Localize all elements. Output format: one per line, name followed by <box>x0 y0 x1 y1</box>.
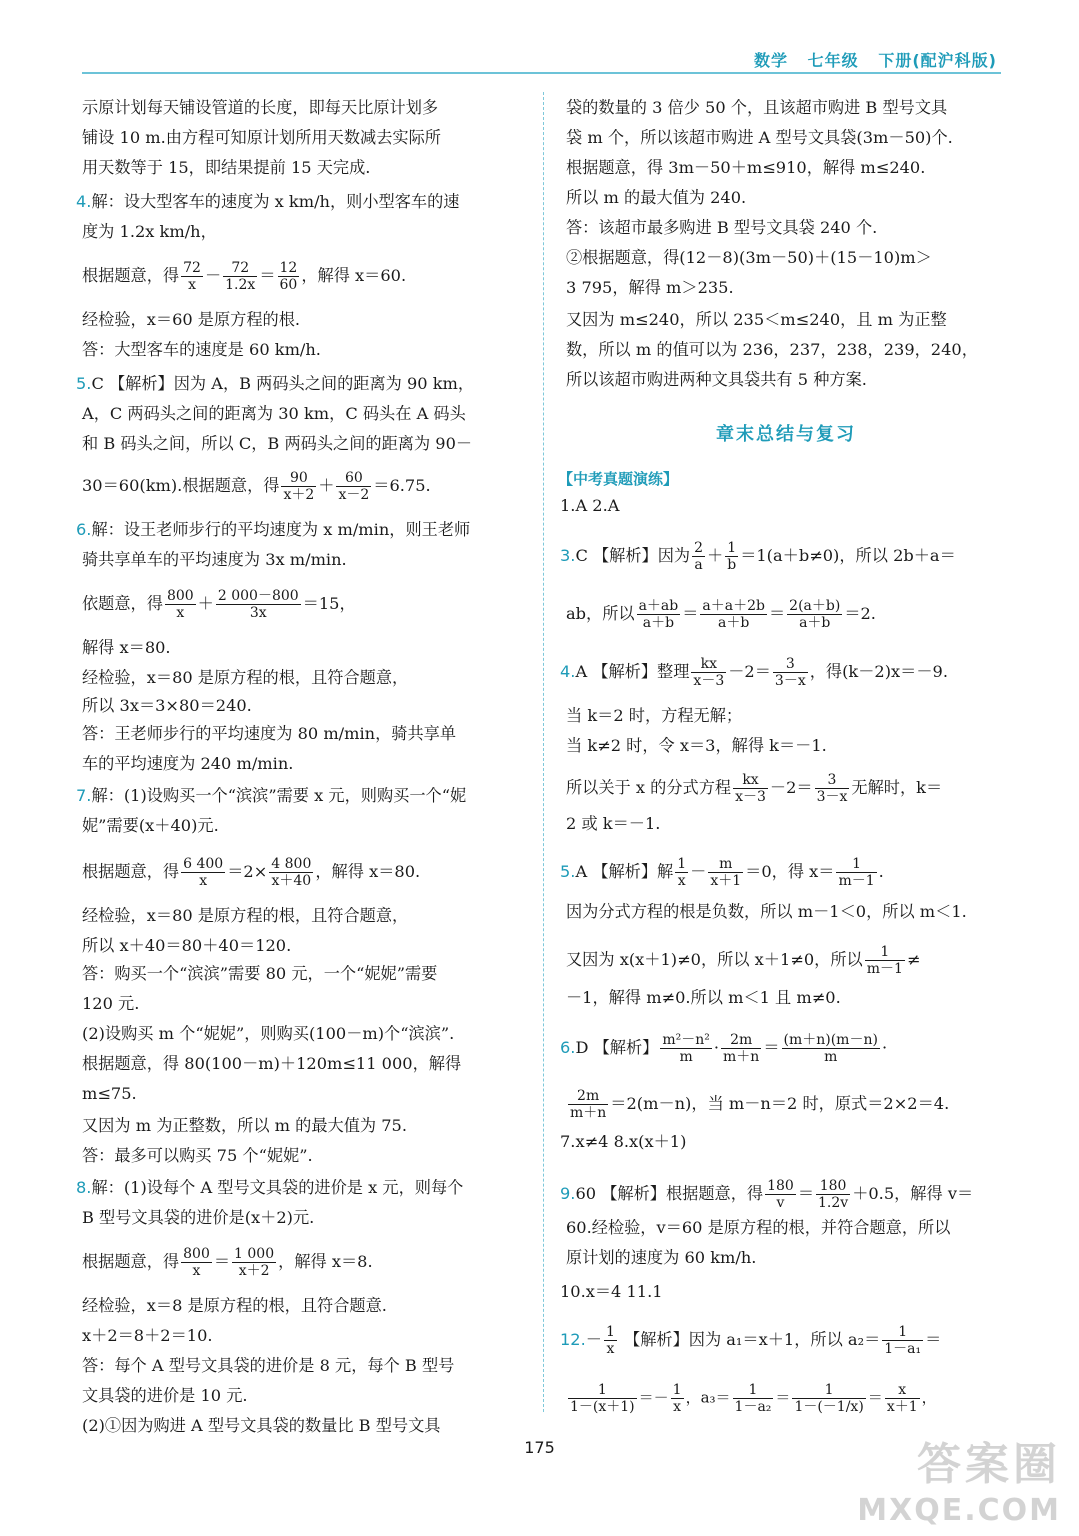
text-line: 所以 x＋40＝80＋40＝120. <box>82 936 292 955</box>
text: － <box>585 1330 602 1349</box>
text-line: ②根据题意，得(12－8)(3m－50)＋(15－10)m＞ <box>566 248 932 267</box>
text-line: m≤75. <box>82 1084 137 1103</box>
text-line: 经检验，x＝80 是原方程的根，且符合题意， <box>82 668 409 687</box>
fraction: $\frac{6 400}{x}$ <box>183 856 224 889</box>
text-line: 根据题意，得 80(100－m)＋120m≤11 000，解得 <box>82 1054 462 1073</box>
answer-10-11: 10.x＝4 11.1 <box>560 1282 663 1301</box>
question-number: 4. <box>560 662 576 681</box>
text-line: 度为 1.2x km/h， <box>82 222 217 241</box>
watermark-top-text: 答案圈 <box>917 1439 1061 1490</box>
answer-5: 5.A 【解析】解 $\frac{1}{x}$ － $\frac{m}{x+1}$ ＝0，得 x＝ $\frac{1}{m-1}$ . <box>560 856 884 889</box>
text: 所以关于 x 的分式方程 <box>566 778 732 797</box>
text-line: 所以 3x＝3×80＝240. <box>82 696 252 715</box>
text: 又因为 x(x＋1)≠0，所以 x＋1≠0，所以 <box>566 950 863 969</box>
text-line: 2 或 k＝－1. <box>566 814 661 833</box>
equation-line <box>82 856 420 889</box>
header-rule <box>82 72 1001 74</box>
text: ＝－ <box>638 1388 669 1407</box>
text-line: 120 元. <box>82 994 140 1013</box>
fraction: $\frac{1 000}{x+2}$ <box>234 1246 275 1279</box>
fraction: $\frac{2m}{m+n}$ <box>723 1032 760 1065</box>
text-line: 铺设 10 m.由方程可知原计划所用天数减去实际所 <box>82 128 441 147</box>
text-line: 当 k＝2 时，方程无解； <box>566 706 743 725</box>
text: ，解得 x＝8. <box>278 1252 373 1271</box>
text-line: 原计划的速度为 60 km/h. <box>566 1248 757 1267</box>
text: · <box>881 1038 888 1057</box>
fraction: $\frac{\text{m²－n²}}{m}$ <box>662 1032 710 1065</box>
text: ，解得 x＝60. <box>301 266 407 285</box>
question-number: 3. <box>560 546 576 565</box>
text-line: 袋 m 个，所以该超市购进 A 型号文具袋(3m－50)个. <box>566 128 953 147</box>
answer-3: 3.C 【解析】因为 $\frac{2}{a}$ ＋ $\frac{1}{b}$ ＝1(a＋b≠0)，所以 2b＋a＝ <box>560 540 956 573</box>
fraction: $\frac{1}{b}$ <box>727 540 737 573</box>
text: ＝ <box>763 1038 780 1057</box>
text: C 【解析】因为 A，B 两码头之间的距离为 90 km， <box>91 374 475 393</box>
text-line: －1，解得 m≠0.所以 m＜1 且 m≠0. <box>566 988 841 1007</box>
text: ， <box>921 1388 937 1407</box>
text: D 【解析】 <box>575 1038 659 1057</box>
text-line: 骑共享单车的平均速度为 3x m/min. <box>82 550 347 569</box>
text-line: 经检验，x＝60 是原方程的根. <box>82 310 301 329</box>
text: 无解时，k＝ <box>851 778 943 797</box>
equation-line <box>566 1088 949 1121</box>
text: ＝15， <box>302 594 356 613</box>
text: A 【解析】解 <box>575 862 674 881</box>
text: ＝1(a＋b≠0)，所以 2b＋a＝ <box>740 546 956 565</box>
answer-4 <box>560 656 948 689</box>
fraction: $\frac{2(a+b)}{a+b}$ <box>789 598 841 631</box>
fraction: $\frac{1}{1-(x+1)}$ <box>570 1382 635 1415</box>
fraction: $\frac{3}{3-x}$ <box>816 772 848 805</box>
text: 解：(1)设每个 A 型号文具袋的进价是 x 元，则每个 <box>91 1178 464 1197</box>
text-line: 因为分式方程的根是负数，所以 m－1＜0，所以 m＜1. <box>566 902 967 921</box>
fraction: $\frac{4 800}{x+40}$ <box>271 856 312 889</box>
text: . <box>878 862 884 881</box>
text-line: 答：该超市最多购进 B 型号文具袋 240 个. <box>566 218 878 237</box>
question-number: 4. <box>76 192 92 211</box>
fraction: $\frac{1}{\text{1－a₁}}$ <box>884 1324 922 1357</box>
text: · <box>713 1038 720 1057</box>
text: 【解析】因为 a₁＝x＋1，所以 a₂＝ <box>624 1330 881 1349</box>
fraction: $\frac{90}{x+2}$ <box>283 470 315 503</box>
fraction: $\frac{kx}{x-3}$ <box>735 772 766 805</box>
question-5 <box>76 374 474 394</box>
text-line: 用天数等于 15，即结果提前 15 天完成. <box>82 158 371 177</box>
fraction: $\frac{1}{x}$ <box>677 856 687 889</box>
equation-line <box>566 944 920 977</box>
question-7 <box>76 786 466 806</box>
text: ，解得 x＝80. <box>315 862 421 881</box>
fraction: $\frac{72}{1.2x}$ <box>225 260 256 293</box>
text-line: 答：购买一个“滨滨”需要 80 元，一个“妮妮”需要 <box>82 964 438 983</box>
fraction: $\frac{1}{m-1}$ <box>866 944 903 977</box>
text-line: 文具袋的进价是 10 元. <box>82 1386 248 1405</box>
text: 根据题意，得 <box>82 1252 180 1271</box>
text-line: 袋的数量的 3 倍少 50 个，且该超市购进 B 型号文具 <box>566 98 948 117</box>
fraction: $\frac{180}{1.2v}$ <box>818 1178 849 1211</box>
text-line: B 型号文具袋的进价是(x＋2)元. <box>82 1208 315 1227</box>
question-4 <box>76 192 459 212</box>
answer-9: 9.60 【解析】根据题意，得 $\frac{180}{v}$ ＝ $\frac{180}{1.2v}$ ＋0.5，解得 v＝ <box>560 1178 974 1211</box>
fraction: $\frac{2 000-800}{3x}$ <box>217 588 299 621</box>
text-line: 妮”需要(x＋40)元. <box>82 816 219 835</box>
text-line: 所以该超市购进两种文具袋共有 5 种方案. <box>566 370 867 389</box>
equation-line: 根据题意，得 $\frac{72}{x}$ － $\frac{72}{1.2x}$ ＝ $\frac{12}{60}$ ，解得 x＝60. <box>82 260 407 293</box>
text-line: 3 795，解得 m＞235. <box>566 278 734 297</box>
text: ＝6.75. <box>373 476 431 495</box>
equation-line: 30＝60(km).根据题意，得 $\frac{90}{x+2}$ ＋ $\frac{60}{x-2}$ ＝6.75. <box>82 470 431 503</box>
question-number: 7. <box>76 786 92 805</box>
watermark-logo <box>857 1428 1061 1528</box>
text-line: (2)设购买 m 个“妮妮”，则购买(100－m)个“滨滨”. <box>82 1024 455 1043</box>
fraction: $\frac{a+a+2b}{a+b}$ <box>702 598 765 631</box>
text-line: 又因为 m 为正整数，所以 m 的最大值为 75. <box>82 1116 407 1135</box>
header-title: 数学 七年级 下册(配沪科版) <box>753 51 997 70</box>
column-divider <box>543 92 544 1412</box>
text-line: 答：大型客车的速度是 60 km/h. <box>82 340 321 359</box>
answer-12 <box>560 1324 941 1357</box>
fraction: $\frac{1}{\text{1－a₂}}$ <box>734 1382 772 1415</box>
text-line: 答：每个 A 型号文具袋的进价是 8 元，每个 B 型号 <box>82 1356 455 1375</box>
text: －2＝ <box>769 778 813 797</box>
text-line: 经检验，x＝80 是原方程的根，且符合题意， <box>82 906 409 925</box>
text: ，a₃＝ <box>685 1388 731 1407</box>
answer-7-8: 7.x≠4 8.x(x＋1) <box>560 1132 687 1151</box>
answer-1-2: 1.A 2.A <box>560 496 620 515</box>
fraction: $\frac{12}{60}$ <box>279 260 298 293</box>
equation-line <box>566 772 942 805</box>
text-line: x＋2＝8＋2＝10. <box>82 1326 213 1345</box>
fraction: $\frac{kx}{x-3}$ <box>693 656 725 689</box>
text: C 【解析】因为 <box>575 546 691 565</box>
watermark-bottom-text: MXQE.COM <box>857 1493 1061 1528</box>
question-number: 8. <box>76 1178 92 1197</box>
text-line: 经检验，x＝8 是原方程的根，且符合题意. <box>82 1296 387 1315</box>
equation-line: 根据题意，得 $\frac{800}{x}$ ＝ $\frac{1 000}{x+2}$ ，解得 x＝8. <box>82 1246 373 1279</box>
text: ＝2. <box>844 604 876 623</box>
text-line: 根据题意，得 3m－50＋m≤910，解得 m≤240. <box>566 158 926 177</box>
equation-line: ab，所以 $\frac{a+ab}{a+b}$ ＝ $\frac{a+a+2b}{a+b}$ ＝ $\frac{2(a+b)}{a+b}$ ＝2. <box>566 598 876 631</box>
text: ＝ <box>775 1388 791 1407</box>
fraction: $\frac{1}{m-1}$ <box>838 856 875 889</box>
fraction: $\frac{180}{v}$ <box>767 1178 794 1211</box>
text: A 【解析】整理 <box>575 662 690 681</box>
question-number: 9. <box>560 1184 576 1203</box>
text-line: 解得 x＝80. <box>82 638 171 657</box>
fraction: $\frac{3}{3-x}$ <box>774 656 806 689</box>
text-line: 车的平均速度为 240 m/min. <box>82 754 294 773</box>
fraction: $\frac{1}{1-(-1/x)}$ <box>794 1382 864 1415</box>
text: ≠ <box>906 950 921 969</box>
question-8 <box>76 1178 463 1198</box>
text: ＝ <box>867 1388 883 1407</box>
text-line: 答：王老师步行的平均速度为 80 m/min，骑共享单 <box>82 724 457 743</box>
text: ＝2(m－n)，当 m－n＝2 时，原式＝2×2＝4. <box>610 1094 950 1113</box>
text: ab，所以 <box>566 604 635 623</box>
fraction: $\frac{2}{a}$ <box>694 540 704 573</box>
text-line: 答：最多可以购买 75 个“妮妮”. <box>82 1146 313 1165</box>
question-number: 5. <box>560 862 576 881</box>
fraction: $\frac{(m+n)(m-n)}{m}$ <box>783 1032 878 1065</box>
text: 依题意，得 <box>82 594 163 613</box>
question-number: 12. <box>560 1330 586 1349</box>
text-line: 60.经检验，v＝60 是原方程的根，并符合题意，所以 <box>566 1218 951 1237</box>
text-line: 所以 m 的最大值为 240. <box>566 188 747 207</box>
page-header <box>0 44 1079 74</box>
text: －2＝ <box>728 662 771 681</box>
text-line: 数，所以 m 的值可以为 236，237，238，239，240， <box>566 340 978 359</box>
text-line: 和 B 码头之间，所以 C，B 两码头之间的距离为 90－ <box>82 434 473 453</box>
text-line: A，C 两码头之间的距离为 30 km，C 码头在 A 码头 <box>82 404 466 423</box>
text: ＋0.5，解得 v＝ <box>852 1184 974 1203</box>
answer-6 <box>560 1032 887 1065</box>
section-title: 章末总结与复习 <box>716 424 856 445</box>
equation-line: 依题意，得 $\frac{800}{x}$ ＋ $\frac{2 000-800}{3x}$ ＝15， <box>82 588 356 621</box>
text-line: 当 k≠2 时，令 x＝3，解得 k＝－1. <box>566 736 827 755</box>
text: 解：设王老师步行的平均速度为 x m/min，则王老师 <box>91 520 471 539</box>
text: 解：(1)设购买一个“滨滨”需要 x 元，则购买一个“妮 <box>91 786 467 805</box>
question-6 <box>76 520 470 540</box>
fraction: $\frac{800}{x}$ <box>166 588 194 621</box>
fraction: $\frac{1}{x}$ <box>605 1324 615 1357</box>
equation-line <box>566 1382 937 1415</box>
question-number: 5. <box>76 374 92 393</box>
text: ＝2× <box>227 862 268 881</box>
fraction: $\frac{1}{x}$ <box>672 1382 682 1415</box>
text: 30＝60(km).根据题意，得 <box>82 476 280 495</box>
text: 60 【解析】根据题意，得 <box>575 1184 764 1203</box>
text: ＝0，得 x＝ <box>745 862 835 881</box>
text-line: (2)①因为购进 A 型号文具袋的数量比 B 型号文具 <box>82 1416 441 1435</box>
text-line: 又因为 m≤240，所以 235＜m≤240，且 m 为正整 <box>566 310 947 329</box>
fraction: $\frac{m}{x+1}$ <box>710 856 742 889</box>
fraction: $\frac{a+ab}{a+b}$ <box>638 598 679 631</box>
text: 解：设大型客车的速度为 x km/h，则小型客车的速 <box>91 192 460 211</box>
fraction: $\frac{800}{x}$ <box>183 1246 210 1279</box>
text: 根据题意，得 <box>82 862 180 881</box>
page-number: 175 <box>524 1438 555 1457</box>
question-number: 6. <box>76 520 92 539</box>
subsection-title: 【中考真题演练】 <box>558 470 679 488</box>
fraction: $\frac{x}{x+1}$ <box>886 1382 918 1415</box>
text: ＝ <box>925 1330 942 1349</box>
text: 根据题意，得 <box>82 266 180 285</box>
fraction: $\frac{2m}{m+n}$ <box>570 1088 607 1121</box>
question-number: 6. <box>560 1038 576 1057</box>
fraction: $\frac{60}{x-2}$ <box>338 470 370 503</box>
text-line: 示原计划每天铺设管道的长度，即每天比原计划多 <box>82 98 439 117</box>
fraction: $\frac{72}{x}$ <box>183 260 201 293</box>
text: ，得(k－2)x＝－9. <box>809 662 948 681</box>
